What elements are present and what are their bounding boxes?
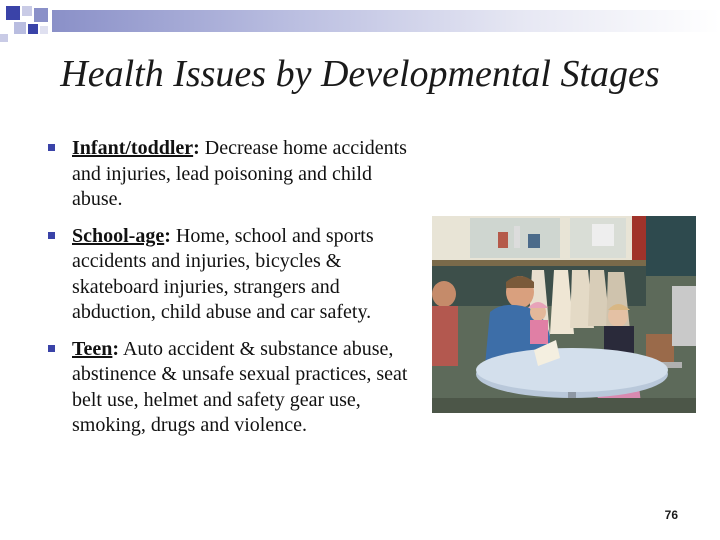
bullet-colon: : [112,337,120,360]
bullet-description: Home, school and sports accidents and injuries, bicycles & skateboard injuries, strangers and abduction, child abuse and car safety. [72,224,374,323]
deco-square [40,26,48,34]
header-gradient-bar [52,10,720,32]
bullet-description: Decrease home accidents and injuries, lead poisoning and child abuse. [72,137,407,210]
bullet-text [72,225,374,324]
deco-square [0,34,8,42]
square-bullet-icon [48,345,55,352]
bullet-term: Teen [72,337,113,360]
page-number: 76 [664,508,678,522]
bullet-term: School-age [72,224,165,247]
bullet-term: Infant/toddler [72,137,194,159]
bullet-item-school-age [44,224,424,326]
bullet-colon: : [164,224,171,247]
bullet-colon: : [193,137,200,159]
square-bullet-icon [48,232,55,239]
bullet-description: Auto accident & substance abuse, abstinence & unsafe sexual practices, seat belt use, helmet and safety gear use, smoking, drugs and violence. [72,337,408,436]
deco-square [6,6,20,20]
deco-square [34,8,48,22]
deco-square [14,22,26,34]
header-decoration [0,0,720,48]
slide-title: Health Issues by Developmental Stages [60,53,660,95]
bullet-text [72,338,407,437]
square-bullet-icon [48,144,55,151]
bullet-item-infant [44,136,424,213]
classroom-photo [432,216,696,413]
deco-square [28,24,38,34]
classroom-photo-image [432,216,696,413]
bullet-text [72,137,407,210]
deco-square [22,6,32,16]
bullet-item-teen [44,337,424,439]
bullet-list [44,136,424,450]
